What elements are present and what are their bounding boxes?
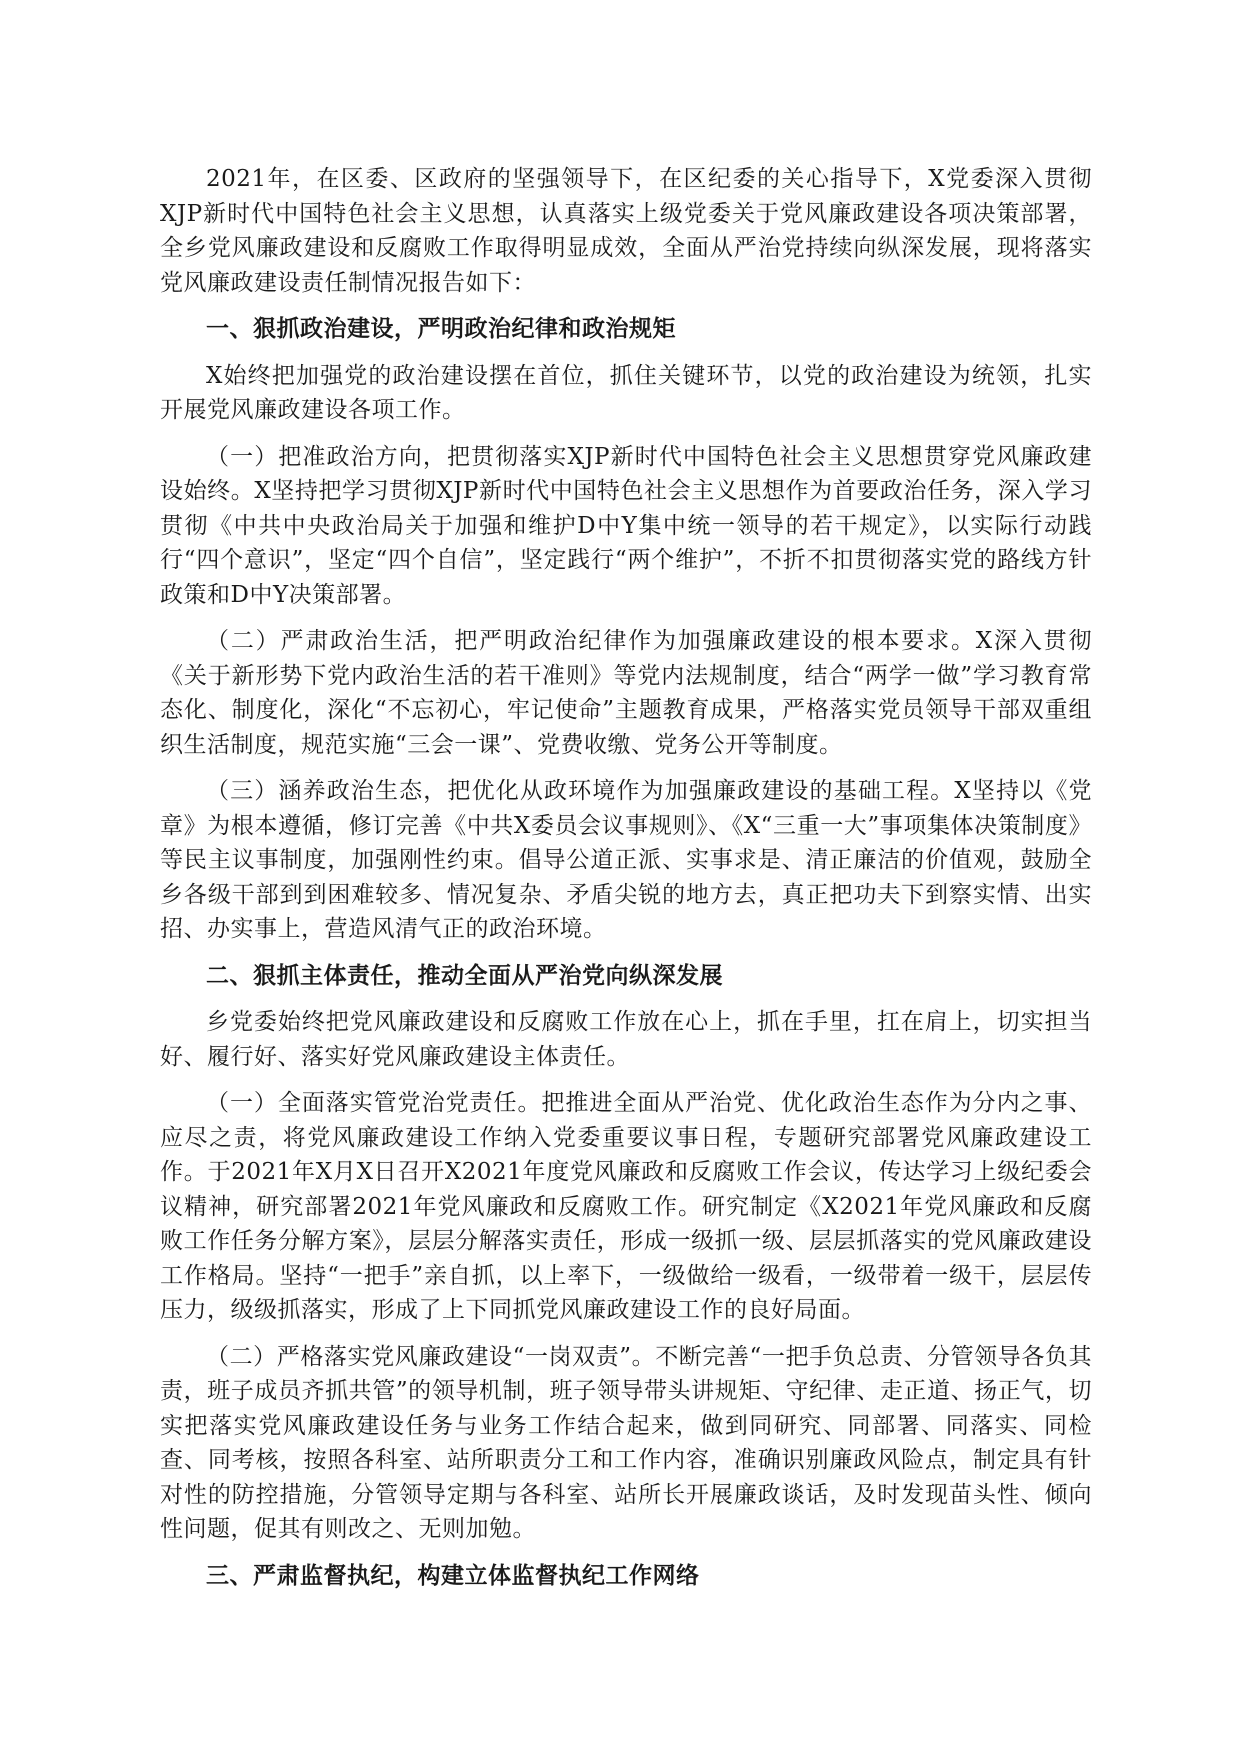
section-1-item-2-paragraph: （二）严肃政治生活，把严明政治纪律作为加强廉政建设的根本要求。X深入贯彻《关于新形势下党内政治生活的若干准则》等党内法规制度，结合“两学一做”学习教育常态化、制度化，深化“不忘初心，牢记使命”主题教育成果，严格落实党员领导干部双重组织生活制度，规范实施“三会一课”、党费收缴、党务公开等制度。 bbox=[160, 628, 1092, 758]
section-1-item-1-paragraph: （一）把准政治方向，把贯彻落实XJP新时代中国特色社会主义思想贯穿党风廉政建设始终。X坚持把学习贯彻XJP新时代中国特色社会主义思想作为首要政治任务，深入学习贯彻《中共中央政治局关于加强和维护D中Y集中统一领导的若干规定》，以实际行动践行“四个意识”，坚定“四个自信”，坚定践行“两个维护”，不折不扣贯彻落实党的路线方针政策和D中Y决策部署。 bbox=[160, 443, 1092, 608]
section-heading-3: 三、严肃监督执纪，构建立体监督执纪工作网络 bbox=[206, 1561, 700, 1589]
intro-paragraph: 2021年，在区委、区政府的坚强领导下，在区纪委的关心指导下，X党委深入贯彻XJP新时代中国特色社会主义思想，认真落实上级党委关于党风廉政建设各项决策部署，全乡党风廉政建设和反腐败工作取得明显成效，全面从严治党持续向纵深发展，现将落实党风廉政建设责任制情况报告如下： bbox=[160, 166, 1092, 296]
section-heading-1: 一、狠抓政治建设，严明政治纪律和政治规矩 bbox=[206, 315, 676, 342]
section-1-item-3-paragraph: （三）涵养政治生态，把优化从政环境作为加强廉政建设的基础工程。X坚持以《党章》为根本遵循，修订完善《中共X委员会议事规则》、《X“三重一大”事项集体决策制度》等民主议事制度，加强刚性约束。倡导公道正派、实事求是、清正廉洁的价值观，鼓励全乡各级干部到到困难较多、情况复杂、矛盾尖锐的地方去，真正把功夫下到察实情、出实招、办实事上，营造风清气正的政治环境。 bbox=[160, 778, 1092, 942]
section-heading-2: 二、狠抓主体责任，推动全面从严治党向纵深发展 bbox=[206, 961, 723, 989]
section-2-intro-paragraph: 乡党委始终把党风廉政建设和反腐败工作放在心上，抓在手里，扛在肩上，切实担当好、履行好、落实好党风廉政建设主体责任。 bbox=[160, 1009, 1092, 1070]
section-2-item-1-paragraph: （一）全面落实管党治党责任。把推进全面从严治党、优化政治生态作为分内之事、应尽之责，将党风廉政建设工作纳入党委重要议事日程，专题研究部署党风廉政建设工作。于2021年X月X日召开X2021年度党风廉政和反腐败工作会议，传达学习上级纪委会议精神，研究部署2021年党风廉政和反腐败工作。研究制定《X2021年党风廉政和反腐败工作任务分解方案》，层层分解落实责任，形成一级抓一级、层层抓落实的党风廉政建设工作格局。坚持“一把手”亲自抓，以上率下，一级做给一级看，一级带着一级干，层层传压力，级级抓落实，形成了上下同抓党风廉政建设工作的良好局面。 bbox=[160, 1090, 1092, 1323]
section-1-intro-paragraph: X始终把加强党的政治建设摆在首位，抓住关键环节，以党的政治建设为统领，扎实开展党风廉政建设各项工作。 bbox=[160, 362, 1092, 423]
document-page bbox=[160, 162, 1092, 1593]
section-2-item-2-paragraph: （二）严格落实党风廉政建设“一岗双责”。不断完善“一把手负总责、分管领导各负其责，班子成员齐抓共管”的领导机制，班子领导带头讲规矩、守纪律、走正道、扬正气，切实把落实党风廉政建设任务与业务工作结合起来，做到同研究、同部署、同落实、同检查、同考核，按照各科室、站所职责分工和工作内容，准确识别廉政风险点，制定具有针对性的防控措施，分管领导定期与各科室、站所长开展廉政谈话，及时发现苗头性、倾向性问题，促其有则改之、无则加勉。 bbox=[160, 1343, 1092, 1542]
